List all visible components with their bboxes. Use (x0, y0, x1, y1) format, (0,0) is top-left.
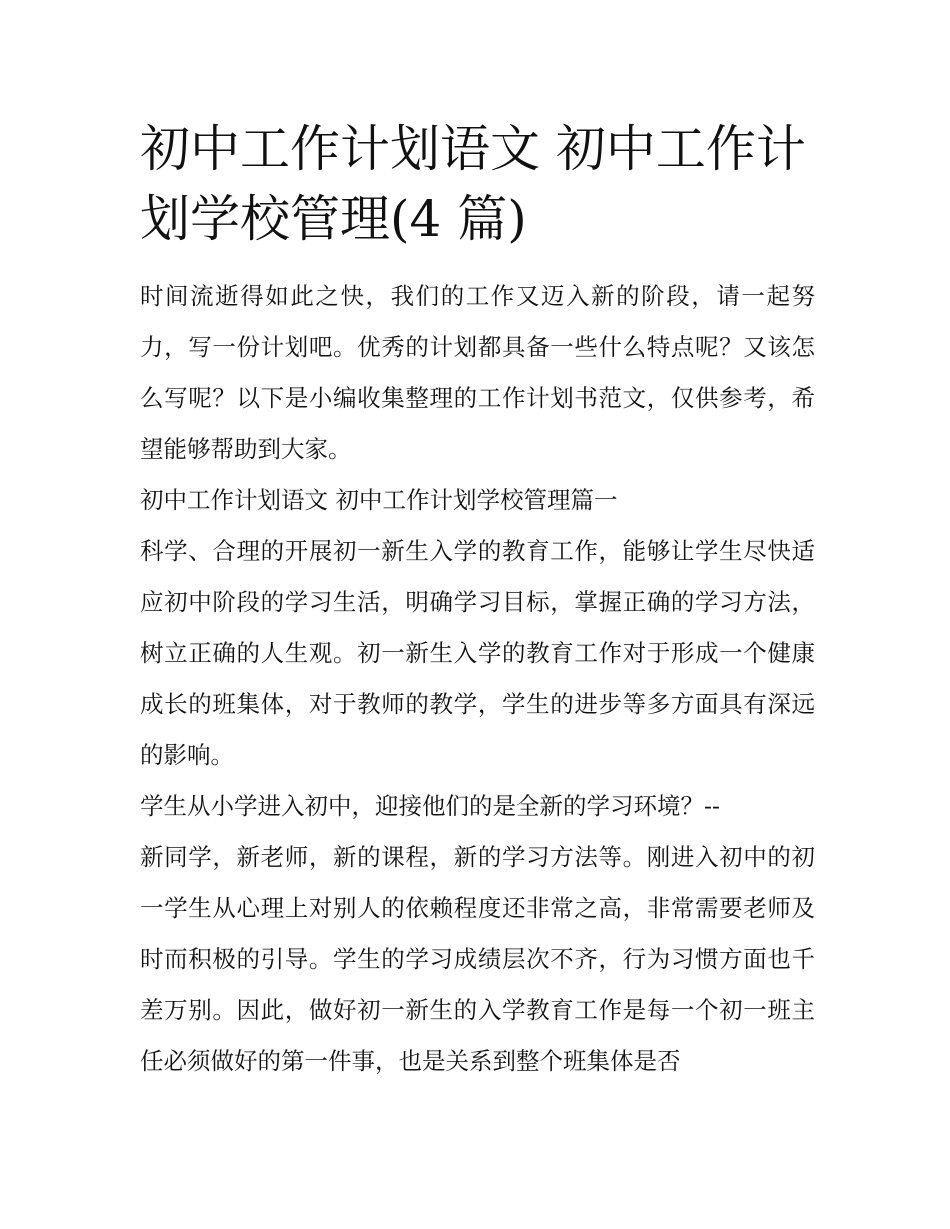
intro-paragraph: 时间流逝得如此之快，我们的工作又迈入新的阶段，请一起努力，写一份计划吧。优秀的计划都具备一些什么特点呢？又该怎么写呢？以下是小编收集整理的工作计划书范文，仅供参考，希望能够帮助到大家。 (140, 282, 815, 463)
document-title (140, 114, 815, 254)
title-line-1: 初中工作计划语文 初中工作计 (140, 120, 806, 178)
document-content (140, 114, 815, 1087)
title-line-2: 划学校管理(4 篇) (140, 190, 527, 248)
body-paragraph: 新同学，新老师，新的课程，新的学习方法等。刚进入初中的初一学生从心理上对别人的依赖程度还非常之高，非常需要老师及时而积极的引导。学生的学习成绩层次不齐，行为习惯方面也千差万别。因此，做好初一新生的入学教育工作是每一个初一班主任必须做好的第一件事，也是关系到整个班集体是否 (140, 843, 815, 1075)
body-paragraph: 科学、合理的开展初一新生入学的教育工作，能够让学生尽快适应初中阶段的学习生活，明确学习目标，掌握正确的学习方法，树立正确的人生观。初一新生入学的教育工作对于形成一个健康成长的班集体，对于教师的教学，学生的进步等多方面具有深远的影响。 (140, 537, 815, 769)
section-heading: 初中工作计划语文 初中工作计划学校管理篇一 (140, 486, 618, 514)
body-paragraph: 学生从小学进入初中，迎接他们的是全新的学习环境？-- (140, 792, 720, 820)
document-body (140, 271, 815, 1087)
